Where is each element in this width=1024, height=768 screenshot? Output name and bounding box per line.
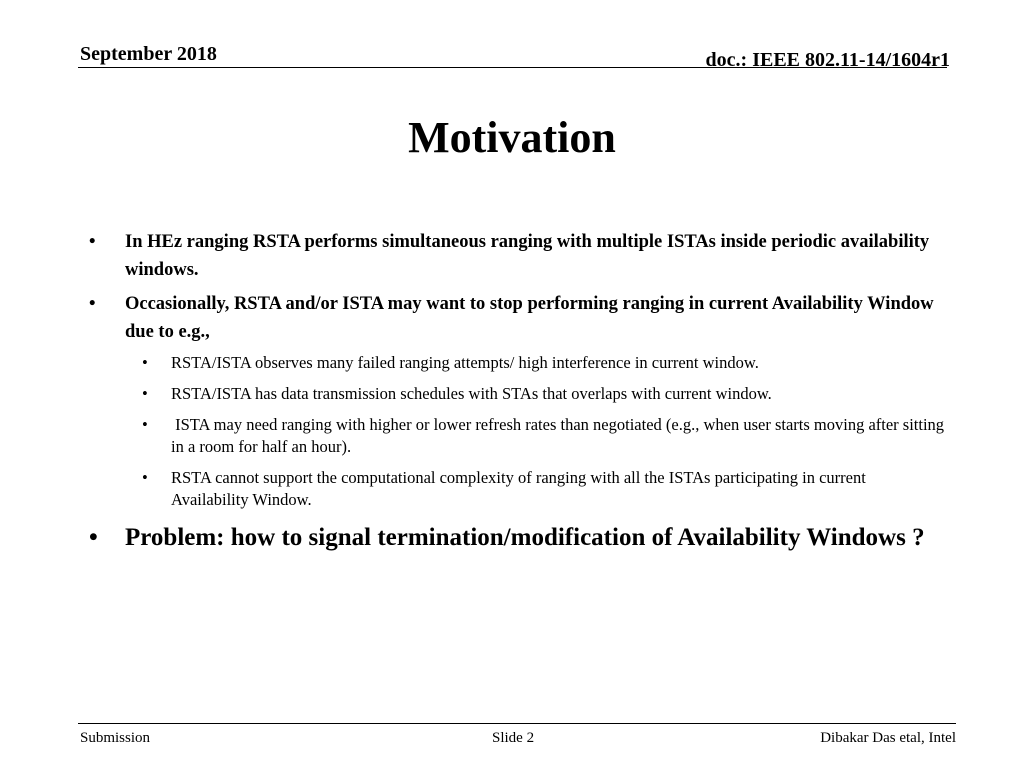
sub-bullet-item — [142, 414, 949, 458]
header-divider — [78, 67, 947, 68]
header-date: September 2018 — [80, 43, 217, 65]
sub-bullet-item — [142, 383, 946, 405]
bullet-dot-icon: • — [142, 384, 148, 403]
bullet-text: Problem: how to signal termination/modification of Availability Windows ? — [125, 524, 925, 551]
bullet-dot-icon: • — [142, 468, 148, 487]
sub-bullet-item — [142, 352, 946, 374]
footer-author: Dibakar Das etal, Intel — [820, 730, 956, 746]
bullet-dot-icon: • — [89, 232, 96, 252]
sub-bullet-text: RSTA cannot support the computational complexity of ranging with all the ISTAs participating in current Availability Window. — [171, 468, 866, 509]
header-doc-id: doc.: IEEE 802.11-14/1604r1 — [705, 49, 950, 71]
bullet-dot-icon: • — [142, 415, 148, 434]
bullet-text: Occasionally, RSTA and/or ISTA may want to stop performing ranging in current Availability Window due to e.g., — [125, 294, 934, 342]
sub-bullet-text: ISTA may need ranging with higher or lower refresh rates than negotiated (e.g., when user starts moving after sitting in a room for half an hour). — [171, 415, 949, 456]
bullet-dot-icon: • — [89, 294, 96, 314]
sub-bullet-text: RSTA/ISTA has data transmission schedules with STAs that overlaps with current window. — [171, 384, 772, 403]
footer-slide-number: Slide 2 — [492, 730, 535, 746]
bullet-dot-icon: • — [89, 524, 98, 551]
slide-body — [0, 228, 1024, 561]
sub-bullet-item — [142, 467, 946, 511]
sub-bullet-text: RSTA/ISTA observes many failed ranging attempts/ high interference in current window. — [171, 353, 759, 372]
bullet-item — [89, 290, 935, 346]
footer-divider — [78, 723, 956, 724]
slide-title: Motivation — [408, 113, 616, 162]
bullet-dot-icon: • — [142, 353, 148, 372]
footer-submission: Submission — [80, 730, 151, 746]
bullet-item — [89, 228, 935, 284]
bullet-item-problem — [89, 520, 935, 555]
bullet-text: In HEz ranging RSTA performs simultaneous ranging with multiple ISTAs inside periodic availability windows. — [125, 232, 930, 280]
